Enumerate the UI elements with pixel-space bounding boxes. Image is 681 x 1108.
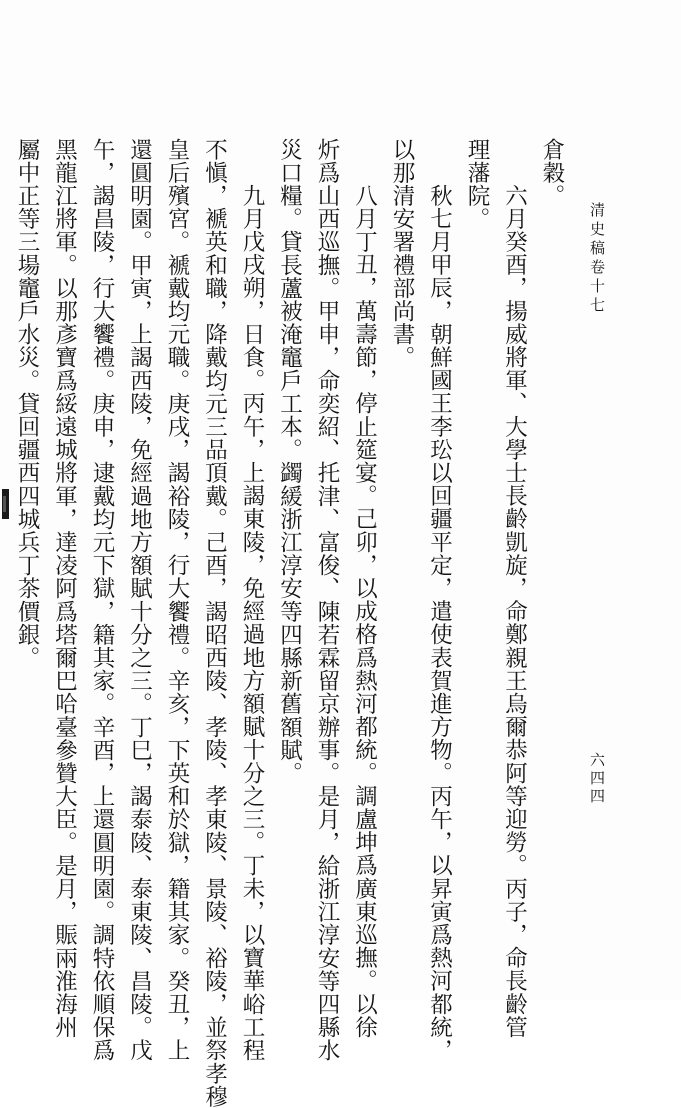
text-column: 午，謁昌陵，行大饗禮。庚申，逮戴均元下獄，籍其家。辛酉，上還圓明園。調特依順保爲 xyxy=(89,138,115,1062)
text-column: 皇后殯宮。褫戴均元職。庚戌，謁裕陵，行大饗禮。辛亥，下英和於獄，籍其家。癸丑，上 xyxy=(164,138,190,1062)
binding-edge-mark-inner xyxy=(3,496,6,512)
text-column: 炘爲山西巡撫。甲申，命奕紹、托津、富俊、陳若霖留京辦事。是月，給浙江淳安等四縣水 xyxy=(314,138,340,1062)
page-number: 六四四 xyxy=(588,752,606,806)
text-column: 不愼，褫英和職，降戴均元三品頂戴。己酉，謁昭西陵、孝陵、孝東陵、景陵、裕陵，並祭孝穆 xyxy=(201,138,228,1108)
text-column: 九月戊戌朔，日食。丙午，上謁東陵，免經過地方額賦十分之三。丁未，以寶華峪工程 xyxy=(239,184,265,1062)
text-column: 災口糧。貸長蘆被淹竈戶工本。蠲緩浙江淳安等四縣新舊額賦。 xyxy=(276,138,303,785)
text-column: 六月癸酉，揚威將軍、大學士長齡凱旋，命鄭親王烏爾恭阿等迎勞。丙子，命長齡管 xyxy=(501,184,528,1039)
body-text xyxy=(8,138,571,1108)
text-column: 八月丁丑，萬壽節，停止筵宴。己卯，以成格爲熱河都統。調盧坤爲廣東巡撫。以徐 xyxy=(351,184,378,1039)
text-column: 以那清安署禮部尚書。 xyxy=(389,138,415,369)
text-column: 倉穀。 xyxy=(539,138,565,208)
text-column: 屬中正等三場竈戶水災。貸回疆西四城兵丁茶價銀。 xyxy=(14,138,40,670)
text-column: 理藩院。 xyxy=(464,138,490,231)
running-title: 清史稿卷十七 xyxy=(588,202,606,316)
text-column: 還圓明園。甲寅，上謁西陵，免經過地方額賦十分之三。丁巳，謁泰陵、泰東陵、昌陵。戊 xyxy=(126,138,153,1062)
text-column: 秋七月甲辰，朝鮮國王李玜以回疆平定，遣使表賀進方物。丙午，以昇寅爲熱河都統， xyxy=(426,184,453,1062)
text-column: 黑龍江將軍。以那彥寶爲綏遠城將軍，達凌阿爲塔爾巴哈臺參贊大臣。是月，賑兩淮海州 xyxy=(51,138,78,1039)
